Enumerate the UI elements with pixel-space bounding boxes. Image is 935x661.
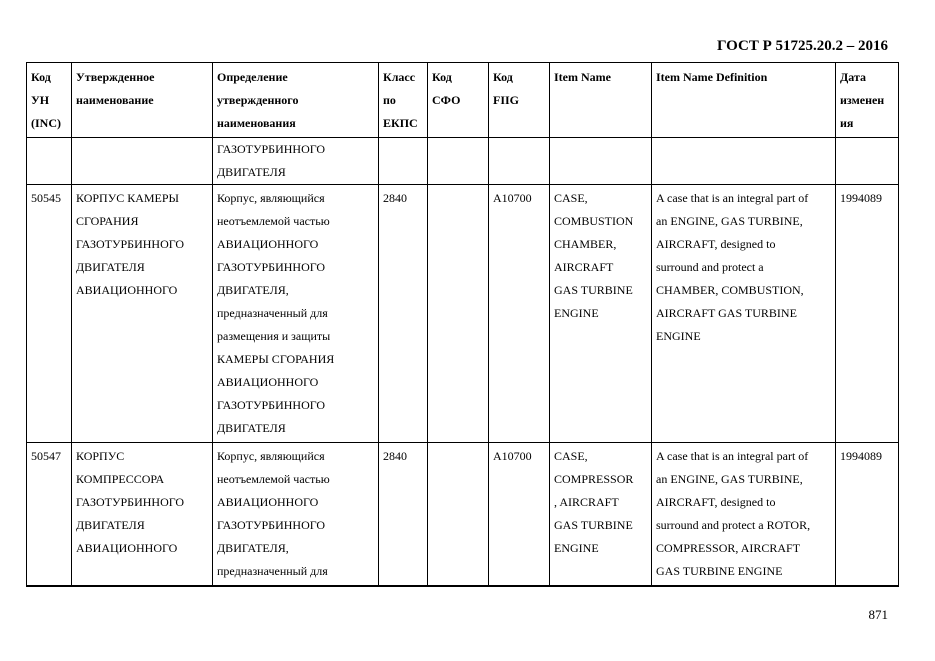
continuation-cell-inc [27,138,72,185]
cell-fiig-code: A10700 [489,443,550,587]
continuation-cell-item-name [550,138,652,185]
cell-definition: Корпус, являющийся неотъемлемой частью АВИАЦИОННОГО ГАЗОТУРБИННОГО ДВИГАТЕЛЯ, предназначенный для [213,443,379,587]
column-header-sfo-code: Код СФО [428,63,489,138]
document-header: ГОСТ Р 51725.20.2 – 2016 [716,38,888,54]
column-header-change-date: Дата изменен ия [836,63,899,138]
table-row [27,185,899,443]
cell-inc: 50547 [27,443,72,587]
column-header-inc: Код УН (INC) [27,63,72,138]
cell-ekps-class: 2840 [379,185,428,443]
table-header-row [27,63,899,138]
continuation-cell-definition: ГАЗОТУРБИННОГО ДВИГАТЕЛЯ [213,138,379,185]
cell-approved-name: КОРПУС КОМПРЕССОРА ГАЗОТУРБИННОГО ДВИГАТЕЛЯ АВИАЦИОННОГО [72,443,213,587]
cell-sfo-code [428,443,489,587]
continuation-cell-date [836,138,899,185]
cell-change-date: 1994089 [836,185,899,443]
cell-sfo-code [428,185,489,443]
cell-item-name: CASE, COMBUSTION CHAMBER, AIRCRAFT GAS TURBINE ENGINE [550,185,652,443]
cell-change-date: 1994089 [836,443,899,587]
cell-definition: Корпус, являющийся неотъемлемой частью АВИАЦИОННОГО ГАЗОТУРБИННОГО ДВИГАТЕЛЯ, предназначенный для размещения и защиты КАМЕРЫ СГОРАНИЯ АВИАЦИОННОГО ГАЗОТУРБИННОГО ДВИГАТЕЛЯ [213,185,379,443]
continuation-cell-ekps [379,138,428,185]
cell-item-name-definition: A case that is an integral part of an ENGINE, GAS TURBINE, AIRCRAFT, designed to surround and protect a CHAMBER, COMBUSTION, AIRCRAFT GAS TURBINE ENGINE [652,185,836,443]
column-header-definition: Определение утвержденного наименования [213,63,379,138]
cell-item-name: CASE, COMPRESSOR , AIRCRAFT GAS TURBINE ENGINE [550,443,652,587]
continuation-cell-fiig [489,138,550,185]
cell-fiig-code: A10700 [489,185,550,443]
cell-inc: 50545 [27,185,72,443]
page-number: 871 [868,607,888,622]
continuation-cell-item-definition [652,138,836,185]
continuation-cell-sfo [428,138,489,185]
continuation-cell-name [72,138,213,185]
column-header-item-name: Item Name [550,63,652,138]
gost-table [26,62,899,587]
column-header-ekps-class: Класс по ЕКПС [379,63,428,138]
cell-ekps-class: 2840 [379,443,428,587]
table-row [27,443,899,587]
column-header-approved-name: Утвержденное наименование [72,63,213,138]
cell-approved-name: КОРПУС КАМЕРЫ СГОРАНИЯ ГАЗОТУРБИННОГО ДВИГАТЕЛЯ АВИАЦИОННОГО [72,185,213,443]
continuation-row [27,138,899,185]
column-header-item-name-definition: Item Name Definition [652,63,836,138]
cell-item-name-definition: A case that is an integral part of an ENGINE, GAS TURBINE, AIRCRAFT, designed to surround and protect a ROTOR, COMPRESSOR, AIRCRAFT GAS TURBINE ENGINE [652,443,836,587]
column-header-fiig-code: Код FIIG [489,63,550,138]
